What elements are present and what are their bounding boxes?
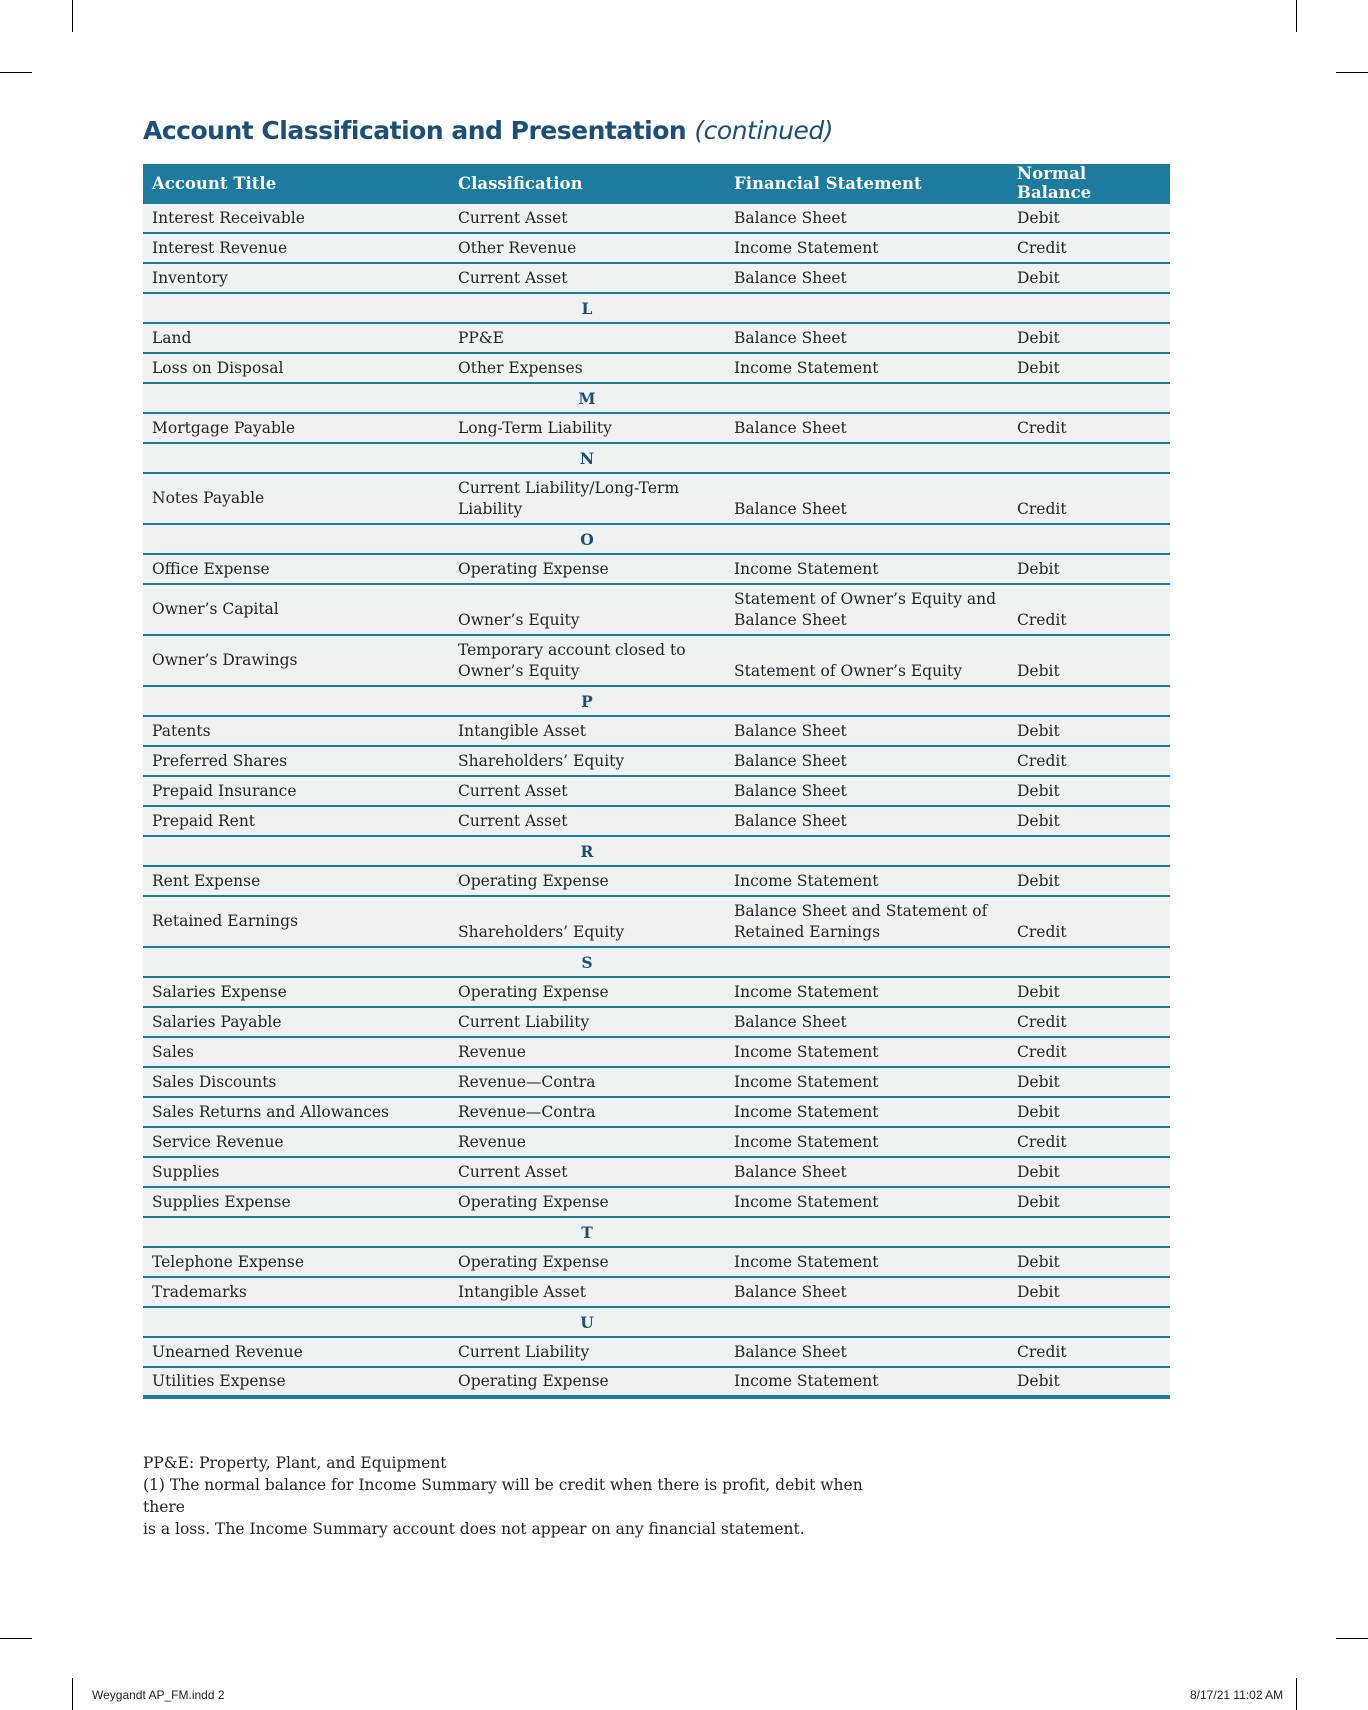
classification-cell: Shareholders’ Equity <box>449 746 725 776</box>
normal-balance-cell: Debit <box>1008 1067 1170 1097</box>
table-row <box>143 1127 1170 1157</box>
section-letter-row <box>143 383 1170 413</box>
footnotes <box>143 1452 903 1540</box>
financial-statement-cell: Income Statement <box>725 1067 1008 1097</box>
empty-cell <box>1008 524 1170 554</box>
account-classification-table <box>143 164 1170 1399</box>
financial-statement-cell: Balance Sheet <box>725 1007 1008 1037</box>
empty-cell <box>1008 1307 1170 1337</box>
classification-cell: Intangible Asset <box>449 716 725 746</box>
crop-mark <box>72 1678 73 1710</box>
empty-cell <box>725 293 1008 323</box>
financial-statement-cell: Statement of Owner’s Equity <box>725 635 1008 686</box>
table-row <box>143 716 1170 746</box>
account-title-cell: Mortgage Payable <box>143 413 449 443</box>
empty-cell <box>725 443 1008 473</box>
account-title-cell: Office Expense <box>143 554 449 584</box>
account-title-cell: Supplies <box>143 1157 449 1187</box>
account-title-cell: Notes Payable <box>143 473 449 524</box>
normal-balance-cell: Debit <box>1008 1247 1170 1277</box>
normal-balance-cell: Credit <box>1008 1037 1170 1067</box>
header-financial-statement: Financial Statement <box>725 164 1008 203</box>
financial-statement-cell: Balance Sheet <box>725 473 1008 524</box>
empty-cell <box>143 383 449 413</box>
financial-statement-cell: Balance Sheet <box>725 413 1008 443</box>
section-letter: R <box>449 836 725 866</box>
empty-cell <box>1008 947 1170 977</box>
normal-balance-cell: Debit <box>1008 1187 1170 1217</box>
table-row <box>143 1187 1170 1217</box>
crop-mark <box>0 1638 32 1639</box>
section-letter: S <box>449 947 725 977</box>
header-account-title: Account Title <box>143 164 449 203</box>
account-title-cell: Prepaid Rent <box>143 806 449 836</box>
account-title-cell: Inventory <box>143 263 449 293</box>
account-title-cell: Interest Revenue <box>143 233 449 263</box>
normal-balance-cell: Debit <box>1008 1157 1170 1187</box>
classification-cell: Operating Expense <box>449 1367 725 1397</box>
table-row <box>143 1277 1170 1307</box>
table-row <box>143 263 1170 293</box>
account-title-cell: Salaries Expense <box>143 977 449 1007</box>
abbreviation-note: PP&E: Property, Plant, and Equipment <box>143 1454 447 1472</box>
section-letter: U <box>449 1307 725 1337</box>
crop-mark <box>0 72 32 73</box>
title-text: Account Classification and Presentation <box>143 116 687 145</box>
section-letter: T <box>449 1217 725 1247</box>
financial-statement-cell: Income Statement <box>725 1097 1008 1127</box>
table-row <box>143 1157 1170 1187</box>
account-title-cell: Loss on Disposal <box>143 353 449 383</box>
financial-statement-cell: Balance Sheet <box>725 1157 1008 1187</box>
account-title-cell: Rent Expense <box>143 866 449 896</box>
normal-balance-cell: Debit <box>1008 263 1170 293</box>
page-title <box>143 116 833 145</box>
table-row <box>143 806 1170 836</box>
financial-statement-cell: Balance Sheet <box>725 323 1008 353</box>
table-row <box>143 866 1170 896</box>
classification-cell: Revenue <box>449 1037 725 1067</box>
financial-statement-cell: Balance Sheet <box>725 776 1008 806</box>
header-normal-balance: Normal Balance <box>1008 164 1170 203</box>
empty-cell <box>143 686 449 716</box>
header-classification: Classification <box>449 164 725 203</box>
section-letter-row <box>143 1307 1170 1337</box>
normal-balance-cell: Credit <box>1008 1007 1170 1037</box>
financial-statement-cell: Income Statement <box>725 866 1008 896</box>
account-title-cell: Telephone Expense <box>143 1247 449 1277</box>
financial-statement-cell: Income Statement <box>725 1367 1008 1397</box>
account-table-container <box>143 164 1170 1399</box>
empty-cell <box>1008 686 1170 716</box>
financial-statement-cell: Income Statement <box>725 977 1008 1007</box>
classification-cell: Current Liability <box>449 1337 725 1367</box>
classification-cell: Current Asset <box>449 776 725 806</box>
normal-balance-cell: Debit <box>1008 323 1170 353</box>
normal-balance-cell: Debit <box>1008 866 1170 896</box>
classification-cell: Temporary account closed to Owner’s Equity <box>449 635 725 686</box>
classification-cell: Shareholders’ Equity <box>449 896 725 947</box>
section-letter: P <box>449 686 725 716</box>
section-letter-row <box>143 293 1170 323</box>
table-row <box>143 776 1170 806</box>
table-row <box>143 1067 1170 1097</box>
empty-cell <box>1008 1217 1170 1247</box>
empty-cell <box>1008 836 1170 866</box>
table-row <box>143 896 1170 947</box>
empty-cell <box>1008 293 1170 323</box>
table-row <box>143 746 1170 776</box>
classification-cell: Operating Expense <box>449 977 725 1007</box>
crop-mark <box>72 0 73 32</box>
section-letter: M <box>449 383 725 413</box>
financial-statement-cell: Income Statement <box>725 353 1008 383</box>
financial-statement-cell: Income Statement <box>725 554 1008 584</box>
section-letter-row <box>143 443 1170 473</box>
table-row <box>143 554 1170 584</box>
account-title-cell: Salaries Payable <box>143 1007 449 1037</box>
financial-statement-cell: Income Statement <box>725 1037 1008 1067</box>
empty-cell <box>725 1217 1008 1247</box>
section-letter: N <box>449 443 725 473</box>
section-letter: O <box>449 524 725 554</box>
financial-statement-cell: Statement of Owner’s Equity and Balance Sheet <box>725 584 1008 635</box>
crop-mark <box>1296 1678 1297 1710</box>
table-row <box>143 635 1170 686</box>
normal-balance-cell: Debit <box>1008 1277 1170 1307</box>
classification-cell: Operating Expense <box>449 554 725 584</box>
financial-statement-cell: Balance Sheet and Statement of Retained Earnings <box>725 896 1008 947</box>
normal-balance-cell: Debit <box>1008 554 1170 584</box>
classification-cell: Revenue—Contra <box>449 1097 725 1127</box>
account-title-cell: Land <box>143 323 449 353</box>
table-body <box>143 203 1170 1397</box>
empty-cell <box>725 947 1008 977</box>
normal-balance-cell: Credit <box>1008 233 1170 263</box>
account-title-cell: Prepaid Insurance <box>143 776 449 806</box>
normal-balance-cell: Debit <box>1008 716 1170 746</box>
classification-cell: Revenue—Contra <box>449 1067 725 1097</box>
crop-mark <box>1336 1638 1368 1639</box>
account-title-cell: Supplies Expense <box>143 1187 449 1217</box>
crop-mark <box>1296 0 1297 32</box>
slug-filename: Weygandt AP_FM.indd 2 <box>92 1688 225 1702</box>
empty-cell <box>725 1307 1008 1337</box>
financial-statement-cell: Balance Sheet <box>725 1277 1008 1307</box>
financial-statement-cell: Balance Sheet <box>725 263 1008 293</box>
classification-cell: Operating Expense <box>449 1247 725 1277</box>
account-title-cell: Trademarks <box>143 1277 449 1307</box>
table-row <box>143 473 1170 524</box>
classification-cell: Other Revenue <box>449 233 725 263</box>
table-row <box>143 977 1170 1007</box>
table-row <box>143 1337 1170 1367</box>
classification-cell: Owner’s Equity <box>449 584 725 635</box>
table-row <box>143 323 1170 353</box>
table-row <box>143 584 1170 635</box>
account-title-cell: Owner’s Drawings <box>143 635 449 686</box>
normal-balance-cell: Credit <box>1008 746 1170 776</box>
empty-cell <box>1008 443 1170 473</box>
normal-balance-cell: Credit <box>1008 473 1170 524</box>
classification-cell: Operating Expense <box>449 1187 725 1217</box>
empty-cell <box>143 1217 449 1247</box>
classification-cell: Current Asset <box>449 263 725 293</box>
normal-balance-cell: Credit <box>1008 1337 1170 1367</box>
account-title-cell: Service Revenue <box>143 1127 449 1157</box>
classification-cell: PP&E <box>449 323 725 353</box>
title-suffix: (continued) <box>694 116 833 145</box>
normal-balance-cell: Debit <box>1008 203 1170 233</box>
classification-cell: Operating Expense <box>449 866 725 896</box>
normal-balance-cell: Debit <box>1008 977 1170 1007</box>
table-row <box>143 233 1170 263</box>
normal-balance-cell: Credit <box>1008 413 1170 443</box>
empty-cell <box>143 947 449 977</box>
account-title-cell: Unearned Revenue <box>143 1337 449 1367</box>
financial-statement-cell: Income Statement <box>725 1187 1008 1217</box>
account-title-cell: Sales <box>143 1037 449 1067</box>
normal-balance-cell: Debit <box>1008 806 1170 836</box>
normal-balance-cell: Debit <box>1008 776 1170 806</box>
account-title-cell: Patents <box>143 716 449 746</box>
normal-balance-cell: Debit <box>1008 635 1170 686</box>
empty-cell <box>143 443 449 473</box>
account-title-cell: Sales Returns and Allowances <box>143 1097 449 1127</box>
normal-balance-cell: Debit <box>1008 353 1170 383</box>
financial-statement-cell: Balance Sheet <box>725 716 1008 746</box>
empty-cell <box>143 1307 449 1337</box>
slug-timestamp: 8/17/21 11:02 AM <box>1190 1688 1284 1702</box>
account-title-cell: Utilities Expense <box>143 1367 449 1397</box>
footnote-1-line-2: is a loss. The Income Summary account does not appear on any financial statement. <box>143 1520 805 1538</box>
financial-statement-cell: Income Statement <box>725 1127 1008 1157</box>
section-letter-row <box>143 947 1170 977</box>
normal-balance-cell: Credit <box>1008 1127 1170 1157</box>
table-row <box>143 1367 1170 1397</box>
classification-cell: Current Liability <box>449 1007 725 1037</box>
table-row <box>143 1037 1170 1067</box>
section-letter-row <box>143 686 1170 716</box>
financial-statement-cell: Balance Sheet <box>725 806 1008 836</box>
normal-balance-cell: Debit <box>1008 1097 1170 1127</box>
financial-statement-cell: Income Statement <box>725 1247 1008 1277</box>
classification-cell: Revenue <box>449 1127 725 1157</box>
empty-cell <box>143 524 449 554</box>
classification-cell: Long-Term Liability <box>449 413 725 443</box>
classification-cell: Intangible Asset <box>449 1277 725 1307</box>
classification-cell: Other Expenses <box>449 353 725 383</box>
classification-cell: Current Asset <box>449 1157 725 1187</box>
section-letter-row <box>143 524 1170 554</box>
table-row <box>143 1007 1170 1037</box>
footnote-1-line-1: (1) The normal balance for Income Summary will be credit when there is profit, debit when there <box>143 1476 863 1516</box>
table-row <box>143 413 1170 443</box>
financial-statement-cell: Income Statement <box>725 233 1008 263</box>
section-letter-row <box>143 1217 1170 1247</box>
normal-balance-cell: Credit <box>1008 584 1170 635</box>
section-letter: L <box>449 293 725 323</box>
empty-cell <box>1008 383 1170 413</box>
financial-statement-cell: Balance Sheet <box>725 203 1008 233</box>
account-title-cell: Owner’s Capital <box>143 584 449 635</box>
empty-cell <box>725 686 1008 716</box>
empty-cell <box>143 293 449 323</box>
empty-cell <box>725 524 1008 554</box>
financial-statement-cell: Balance Sheet <box>725 746 1008 776</box>
empty-cell <box>725 836 1008 866</box>
account-title-cell: Preferred Shares <box>143 746 449 776</box>
normal-balance-cell: Debit <box>1008 1367 1170 1397</box>
table-header-row <box>143 164 1170 203</box>
crop-mark <box>1336 72 1368 73</box>
classification-cell: Current Asset <box>449 203 725 233</box>
table-row <box>143 353 1170 383</box>
table-row <box>143 203 1170 233</box>
normal-balance-cell: Credit <box>1008 896 1170 947</box>
classification-cell: Current Asset <box>449 806 725 836</box>
table-row <box>143 1097 1170 1127</box>
classification-cell: Current Liability/Long-Term Liability <box>449 473 725 524</box>
account-title-cell: Sales Discounts <box>143 1067 449 1097</box>
account-title-cell: Retained Earnings <box>143 896 449 947</box>
empty-cell <box>143 836 449 866</box>
empty-cell <box>725 383 1008 413</box>
financial-statement-cell: Balance Sheet <box>725 1337 1008 1367</box>
account-title-cell: Interest Receivable <box>143 203 449 233</box>
section-letter-row <box>143 836 1170 866</box>
table-row <box>143 1247 1170 1277</box>
